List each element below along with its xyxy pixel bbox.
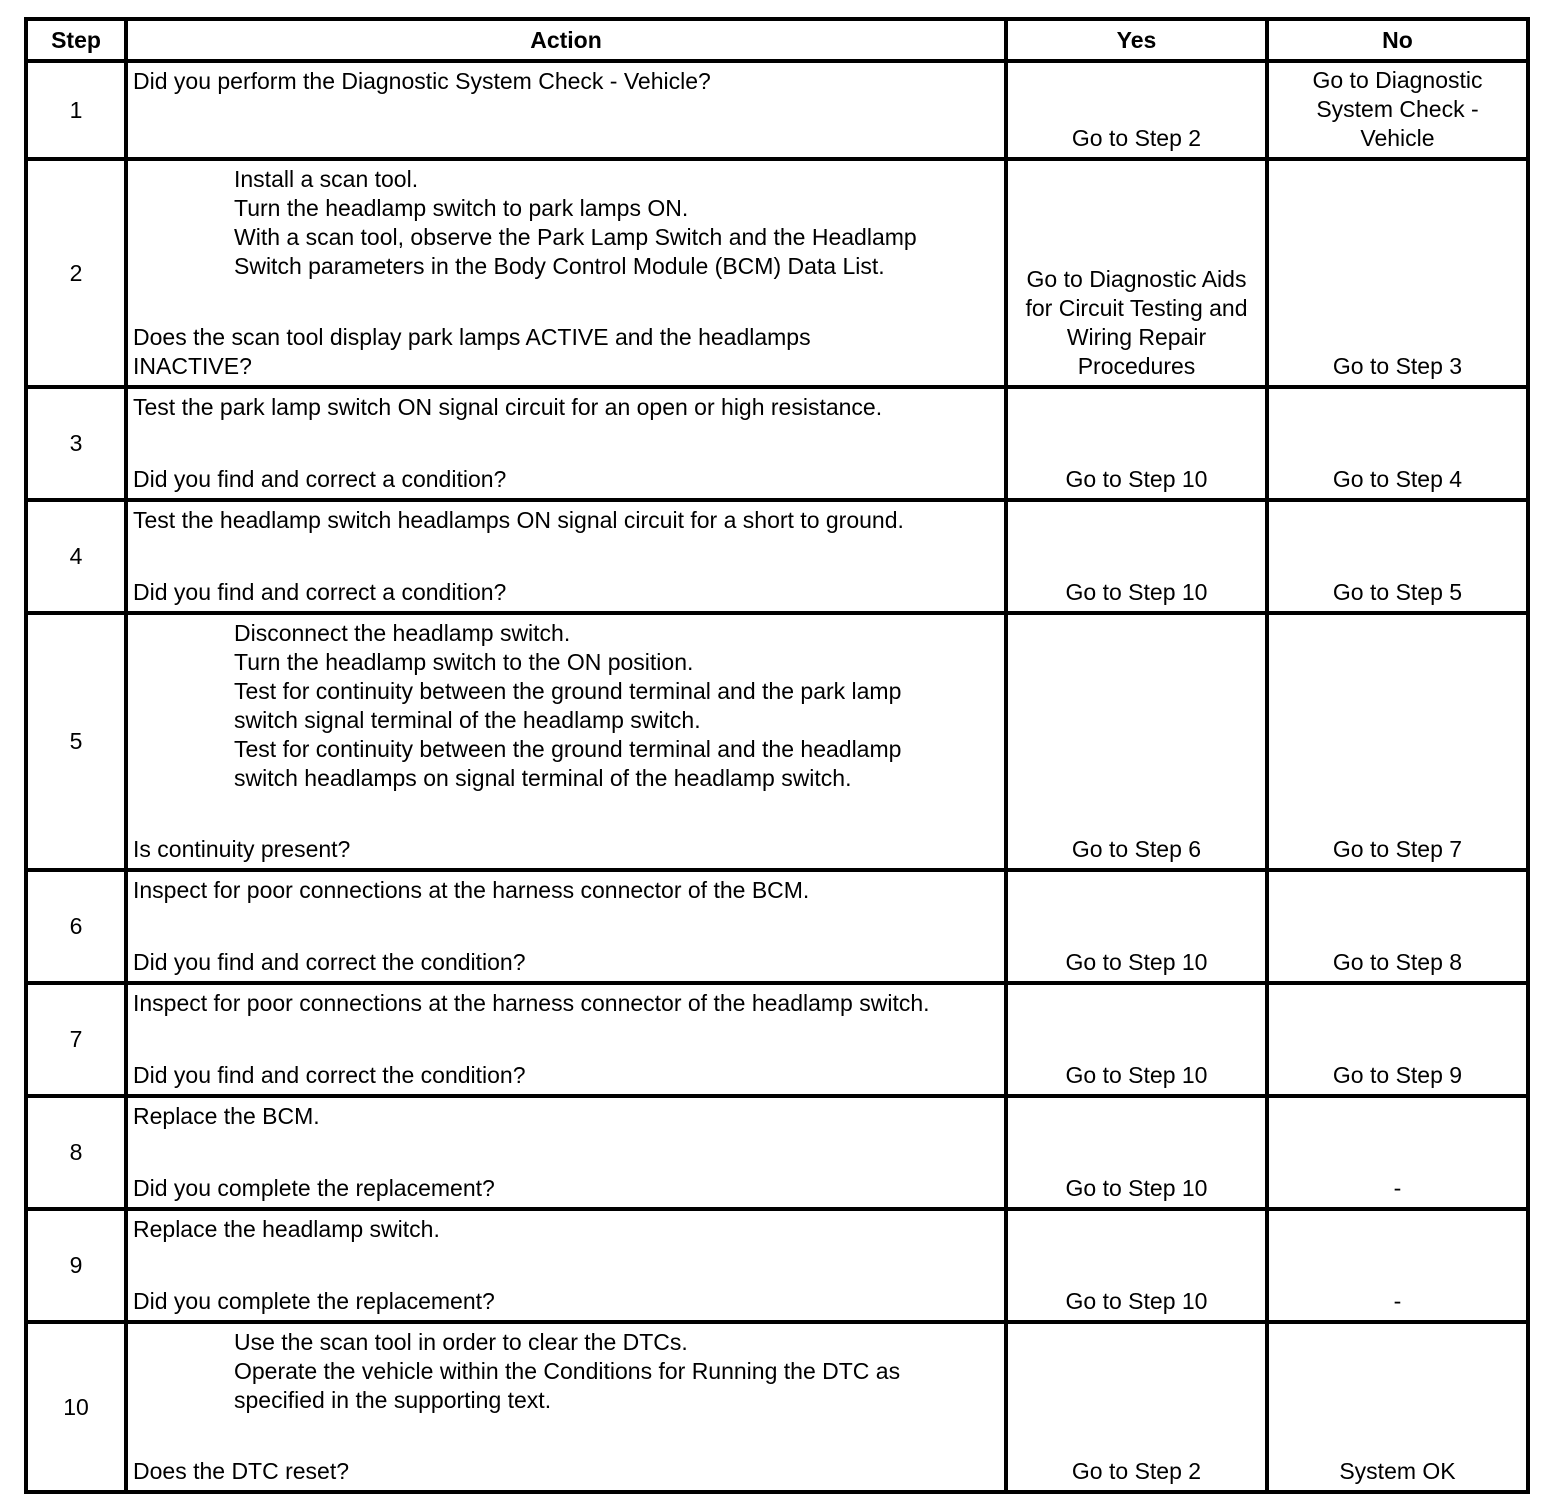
no-cell: - (1267, 1096, 1528, 1209)
table-row (26, 1322, 1528, 1492)
no-cell: - (1267, 1209, 1528, 1322)
diagnostic-table (24, 17, 1530, 1494)
table-row (26, 387, 1528, 500)
header-step: Step (26, 19, 126, 61)
step-number: 1 (26, 61, 126, 159)
question: Did you complete the replacement? (133, 1175, 495, 1201)
table-row (26, 61, 1528, 159)
no-line: Go to Diagnostic (1312, 67, 1483, 93)
question-line: INACTIVE? (133, 353, 252, 379)
question: Did you complete the replacement? (133, 1288, 495, 1314)
step-number: 2 (26, 159, 126, 387)
action-text: Inspect for poor connections at the harness connector of the headlamp switch. (133, 990, 930, 1016)
action-cell (126, 613, 1006, 870)
action-cell (126, 1209, 1006, 1322)
question: Is continuity present? (133, 836, 351, 862)
action-cell (126, 1322, 1006, 1492)
step-number: 10 (26, 1322, 126, 1492)
action-cell (126, 159, 1006, 387)
yes-cell: Go to Step 2 (1006, 61, 1267, 159)
instruction-line: specified in the supporting text. (234, 1387, 552, 1413)
question (133, 323, 998, 381)
action-text: Replace the headlamp switch. (133, 1216, 440, 1242)
no-cell (1267, 61, 1528, 159)
step-number: 7 (26, 983, 126, 1096)
no-cell: System OK (1267, 1322, 1528, 1492)
instruction-line: Operate the vehicle within the Conditions for Running the DTC as (234, 1358, 901, 1384)
action-text: Test the park lamp switch ON signal circuit for an open or high resistance. (133, 394, 883, 420)
no-line: System Check - (1316, 96, 1479, 122)
instruction-line: With a scan tool, observe the Park Lamp Switch and the Headlamp (234, 224, 917, 250)
yes-cell: Go to Step 10 (1006, 1096, 1267, 1209)
step-number: 5 (26, 613, 126, 870)
table-row (26, 613, 1528, 870)
no-line: Vehicle (1360, 125, 1435, 151)
instruction-line: Use the scan tool in order to clear the DTCs. (234, 1329, 688, 1355)
yes-line: Wiring Repair (1066, 324, 1207, 350)
action-text: Did you perform the Diagnostic System Check - Vehicle? (133, 68, 711, 94)
no-cell: Go to Step 4 (1267, 387, 1528, 500)
header-row (26, 19, 1528, 61)
instruction-line: Test for continuity between the ground terminal and the park lamp (234, 678, 902, 704)
header-no: No (1267, 19, 1528, 61)
question-line: Does the scan tool display park lamps ACTIVE and the headlamps (133, 324, 811, 350)
action-cell (126, 983, 1006, 1096)
yes-cell: Go to Step 2 (1006, 1322, 1267, 1492)
question: Did you find and correct a condition? (133, 579, 507, 605)
no-cell: Go to Step 8 (1267, 870, 1528, 983)
yes-cell: Go to Step 10 (1006, 500, 1267, 613)
step-number: 9 (26, 1209, 126, 1322)
yes-line: Procedures (1077, 353, 1196, 379)
no-cell: Go to Step 7 (1267, 613, 1528, 870)
instruction-line: Turn the headlamp switch to park lamps ON. (234, 195, 689, 221)
step-number: 4 (26, 500, 126, 613)
instruction-list (133, 619, 998, 793)
action-text: Replace the BCM. (133, 1103, 320, 1129)
instruction-line: switch signal terminal of the headlamp switch. (234, 707, 701, 733)
yes-cell: Go to Step 10 (1006, 983, 1267, 1096)
instruction-line: Install a scan tool. (234, 166, 419, 192)
table-row (26, 983, 1528, 1096)
yes-cell: Go to Step 10 (1006, 1209, 1267, 1322)
header-action: Action (126, 19, 1006, 61)
action-text: Inspect for poor connections at the harness connector of the BCM. (133, 877, 810, 903)
step-number: 6 (26, 870, 126, 983)
action-cell (126, 61, 1006, 159)
action-text: Test the headlamp switch headlamps ON signal circuit for a short to ground. (133, 507, 904, 533)
question: Did you find and correct the condition? (133, 1062, 526, 1088)
no-cell: Go to Step 5 (1267, 500, 1528, 613)
instruction-line: Turn the headlamp switch to the ON position. (234, 649, 694, 675)
instruction-list (133, 165, 998, 281)
action-cell (126, 1096, 1006, 1209)
yes-cell: Go to Step 10 (1006, 870, 1267, 983)
action-cell (126, 870, 1006, 983)
table-row (26, 870, 1528, 983)
table-row (26, 1209, 1528, 1322)
question: Did you find and correct a condition? (133, 466, 507, 492)
no-cell: Go to Step 3 (1267, 159, 1528, 387)
instruction-line: Disconnect the headlamp switch. (234, 620, 571, 646)
action-cell (126, 500, 1006, 613)
no-cell: Go to Step 9 (1267, 983, 1528, 1096)
header-yes: Yes (1006, 19, 1267, 61)
table-row (26, 1096, 1528, 1209)
yes-cell (1006, 159, 1267, 387)
table-row (26, 159, 1528, 387)
action-cell (126, 387, 1006, 500)
instruction-line: Switch parameters in the Body Control Module (BCM) Data List. (234, 253, 885, 279)
step-number: 8 (26, 1096, 126, 1209)
yes-line: for Circuit Testing and (1025, 295, 1248, 321)
question: Did you find and correct the condition? (133, 949, 526, 975)
step-number: 3 (26, 387, 126, 500)
instruction-list (133, 1328, 998, 1415)
yes-cell: Go to Step 6 (1006, 613, 1267, 870)
question: Does the DTC reset? (133, 1458, 350, 1484)
instruction-line: Test for continuity between the ground terminal and the headlamp (234, 736, 902, 762)
table-row (26, 500, 1528, 613)
yes-line: Go to Diagnostic Aids (1026, 266, 1247, 292)
instruction-line: switch headlamps on signal terminal of the headlamp switch. (234, 765, 852, 791)
yes-cell: Go to Step 10 (1006, 387, 1267, 500)
